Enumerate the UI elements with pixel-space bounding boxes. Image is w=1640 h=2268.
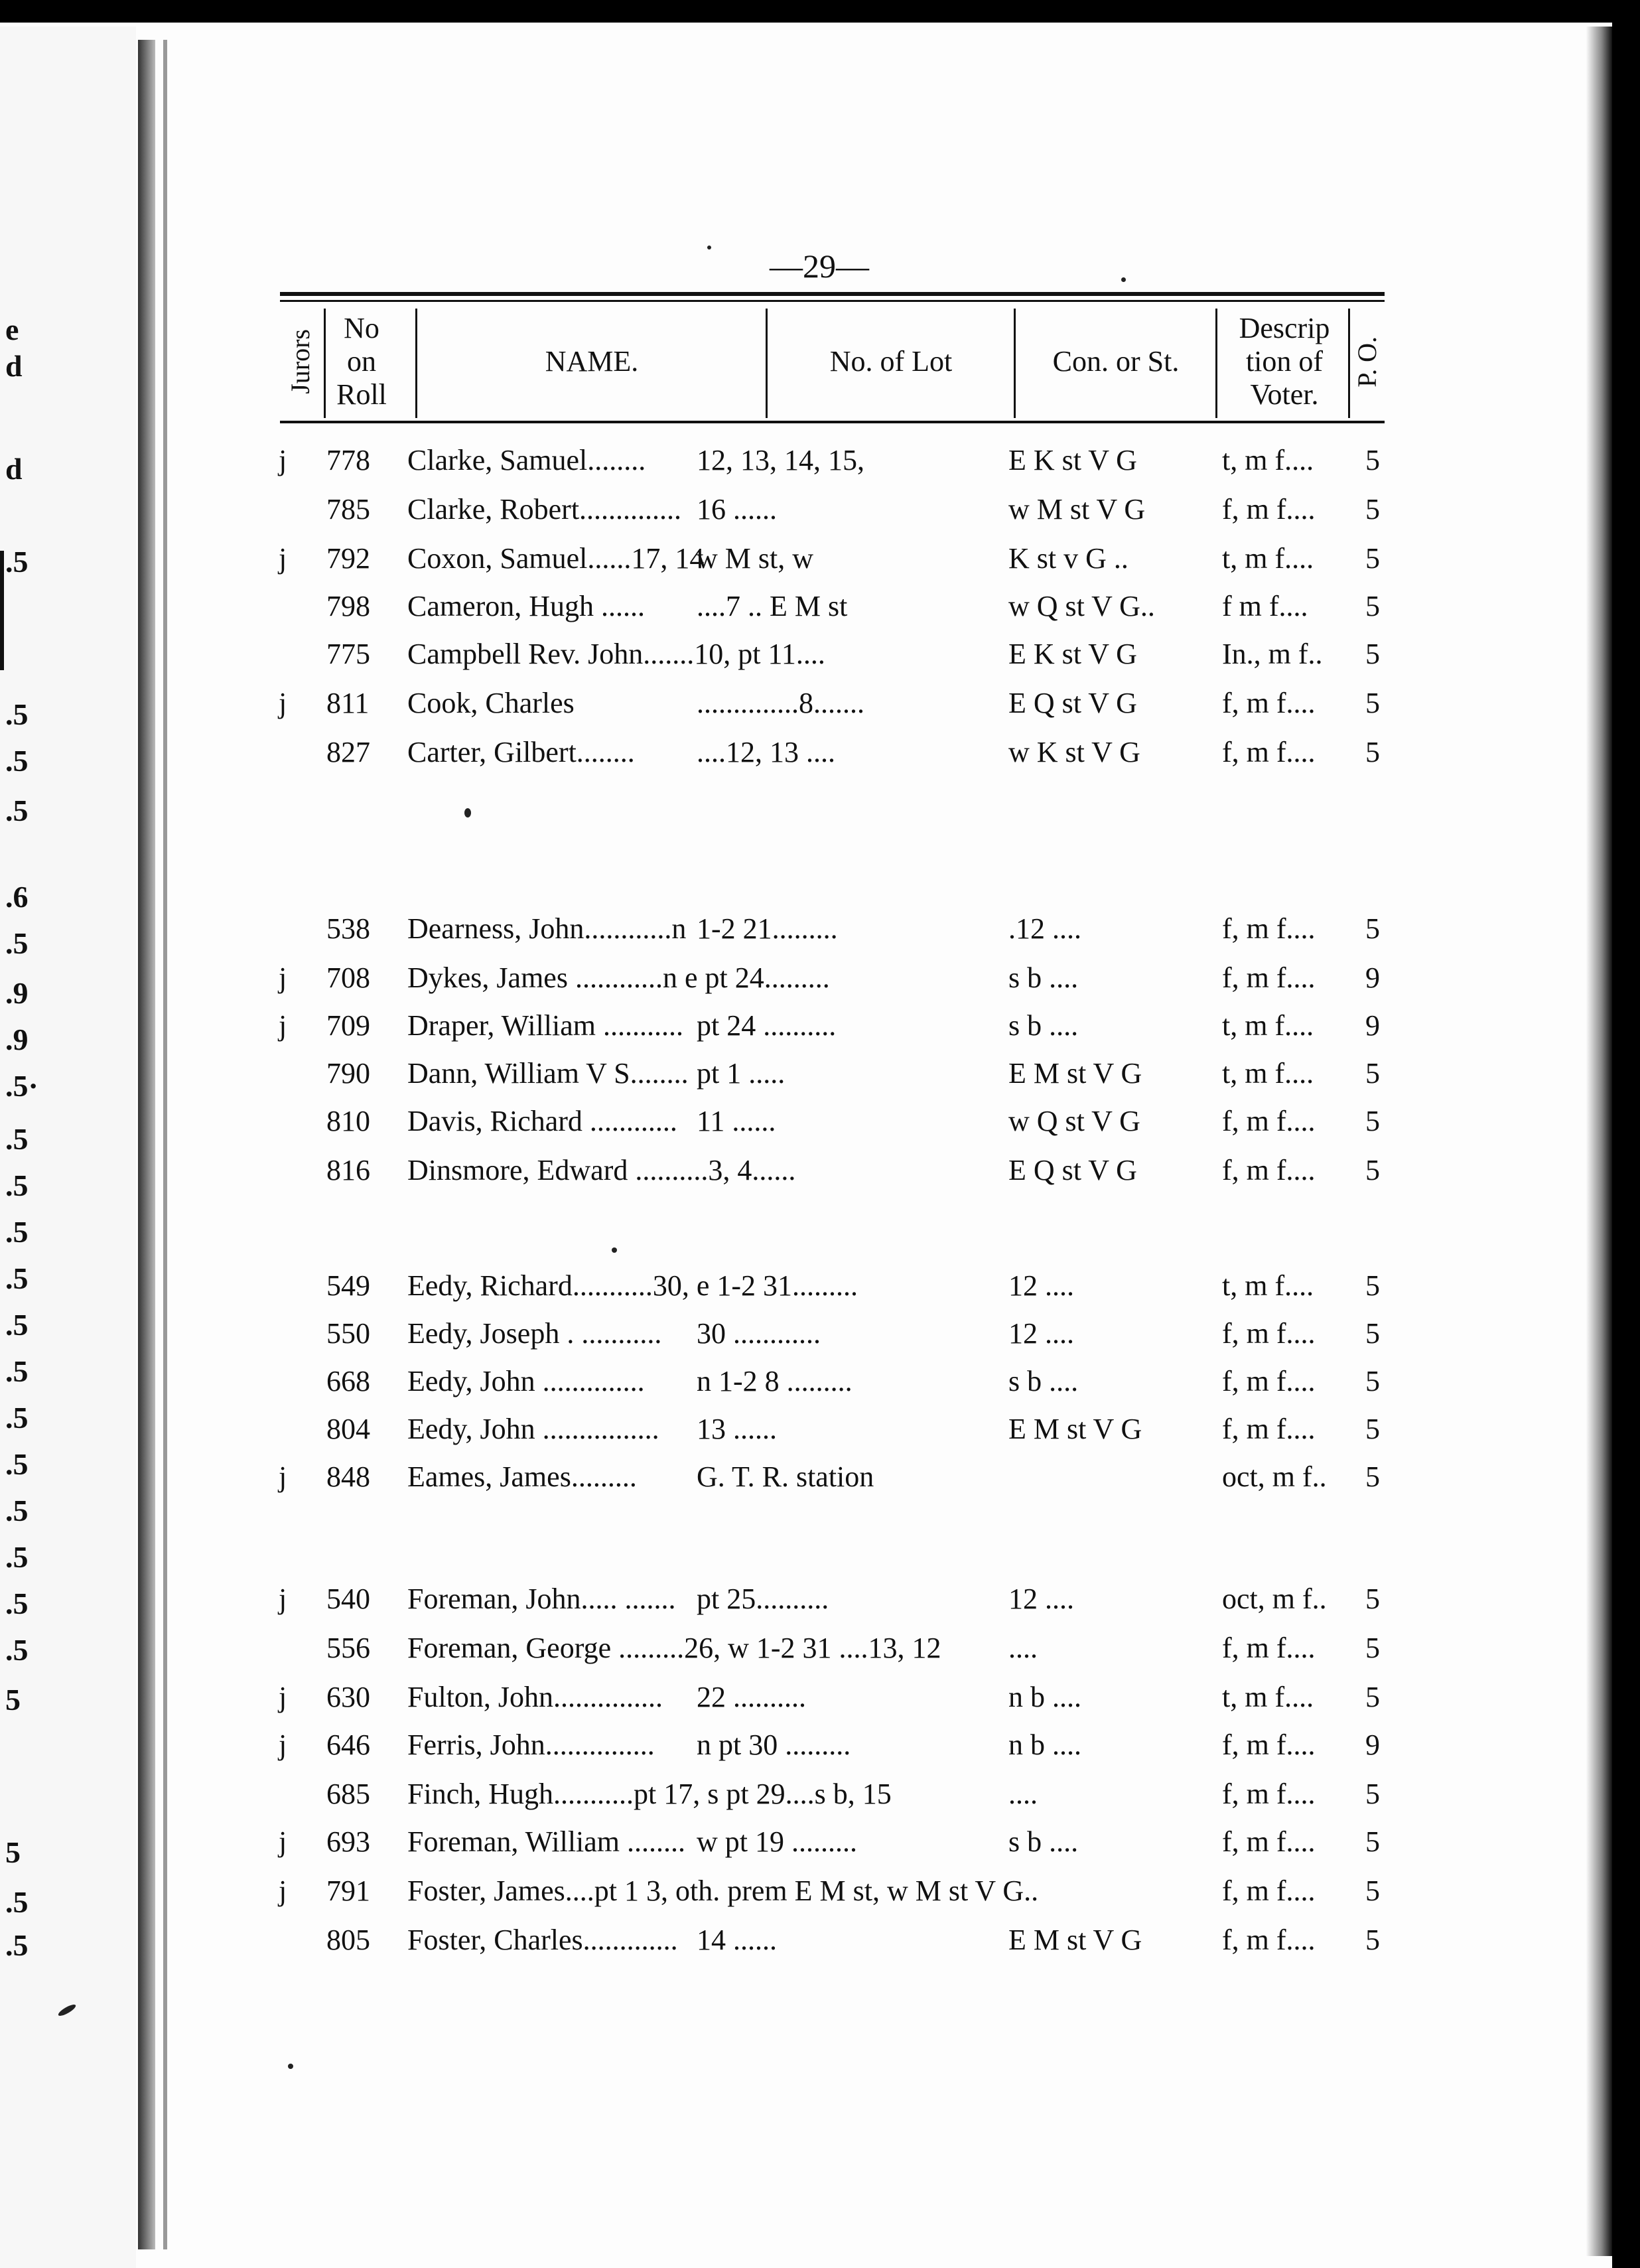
scan-border-top [0, 0, 1640, 23]
table-row [0, 443, 1640, 492]
header-no-on-roll [326, 302, 397, 421]
left-page-fragment: .5 [5, 1215, 29, 1249]
ink-speck [288, 2064, 293, 2069]
table-row [0, 1269, 1640, 1318]
post-office: 5 [1365, 638, 1380, 670]
post-office: 5 [1365, 912, 1380, 945]
concession: 12 .... [1008, 1583, 1074, 1615]
concession: .... [1008, 1632, 1038, 1664]
table-row [0, 1728, 1640, 1777]
concession: E M st V G [1008, 1924, 1142, 1956]
voter-description: f, m f.... [1222, 1632, 1316, 1664]
table-row [0, 961, 1640, 1010]
header-lot: No. of Lot [829, 345, 953, 378]
voter-description: t, m f.... [1222, 542, 1314, 575]
lot-number: w pt 19 ......... [697, 1825, 857, 1858]
concession: w Q st V G [1008, 1105, 1140, 1137]
header-divider [415, 309, 417, 418]
post-office: 5 [1365, 1632, 1380, 1664]
concession: E M st V G [1008, 1057, 1142, 1090]
juror-mark: j [279, 1460, 287, 1493]
concession: w M st V G [1008, 493, 1146, 526]
post-office: 5 [1365, 1413, 1380, 1445]
voter-description: f, m f.... [1222, 1825, 1316, 1858]
table-row [0, 1680, 1640, 1729]
post-office: 5 [1365, 542, 1380, 575]
voter-name: Davis, Richard ............ [407, 1105, 677, 1137]
post-office: 5 [1365, 1778, 1380, 1810]
left-page-fragment: .5· [5, 1069, 38, 1103]
lot-number: ..............8....... [697, 687, 864, 719]
concession: n b .... [1008, 1681, 1081, 1713]
roll-number: 540 [326, 1583, 370, 1615]
ink-speck [707, 246, 711, 249]
left-page-fragment: .9 [5, 1023, 29, 1056]
roll-number: 708 [326, 961, 370, 994]
lot-number: 11 ...... [697, 1105, 776, 1137]
voter-name: Ferris, John............... [407, 1729, 655, 1761]
concession: w K st V G [1008, 736, 1140, 768]
roll-number: 709 [326, 1009, 370, 1042]
post-office: 5 [1365, 444, 1380, 476]
post-office: 9 [1365, 1009, 1380, 1042]
left-page-fragment: .5 [5, 1885, 29, 1919]
voter-description: f, m f.... [1222, 961, 1316, 994]
table-row [0, 1104, 1640, 1153]
voter-name: Cook, Charles [407, 687, 575, 719]
voter-name: Eames, James......... [407, 1460, 637, 1493]
left-page-fragment: .5 [5, 1122, 29, 1156]
post-office: 9 [1365, 961, 1380, 994]
juror-mark: j [279, 1009, 287, 1042]
left-page-fragment: .5 [5, 1308, 29, 1342]
juror-mark: j [279, 1875, 287, 1907]
left-page-fragment: .5 [5, 744, 29, 778]
concession: K st v G .. [1008, 542, 1128, 575]
roll-number: 668 [326, 1365, 370, 1397]
table-row [0, 492, 1640, 541]
concession: E K st V G [1008, 444, 1137, 476]
table-row [0, 1874, 1640, 1923]
lot-number: pt 1 ..... [697, 1057, 786, 1090]
roll-number: 798 [326, 590, 370, 622]
post-office: 5 [1365, 1269, 1380, 1302]
left-page-fragment: .5 [5, 1169, 29, 1202]
lot-number: G. T. R. station [697, 1460, 874, 1493]
voter-name: Dann, William V S........ [407, 1057, 689, 1090]
voter-description: t, m f.... [1222, 1681, 1314, 1713]
voter-name: Dykes, James ............n e pt 24......... [407, 961, 830, 994]
table-row [0, 1582, 1640, 1631]
lot-number: pt 24 .......... [697, 1009, 837, 1042]
ink-speck [612, 1247, 617, 1253]
table-row [0, 541, 1640, 591]
lot-number: 1-2 21......... [697, 912, 838, 945]
ink-speck [464, 808, 471, 817]
roll-number: 550 [326, 1317, 370, 1350]
post-office: 5 [1365, 1924, 1380, 1956]
table-row [0, 1412, 1640, 1461]
concession: s b .... [1008, 961, 1079, 994]
roll-number: 556 [326, 1632, 370, 1664]
juror-mark: j [279, 1729, 287, 1761]
lot-number: 22 .......... [697, 1681, 806, 1713]
left-page-fragment: .5 [5, 1928, 29, 1962]
header-desc-line1: Descrip [1239, 312, 1330, 344]
table-row [0, 735, 1640, 784]
roll-number: 848 [326, 1460, 370, 1493]
voter-description: f, m f.... [1222, 1365, 1316, 1397]
post-office: 5 [1365, 1681, 1380, 1713]
roll-number: 810 [326, 1105, 370, 1137]
juror-mark: j [279, 1583, 287, 1615]
header-divider [1215, 309, 1217, 418]
roll-number: 685 [326, 1778, 370, 1810]
left-page-fragment: .5 [5, 1494, 29, 1527]
lot-number: n pt 30 ......... [697, 1729, 851, 1761]
concession: E Q st V G [1008, 687, 1137, 719]
roll-number: 816 [326, 1154, 370, 1186]
lot-number: 16 ...... [697, 493, 777, 526]
header-po [1351, 302, 1384, 421]
left-page-fragment: .5 [5, 1261, 29, 1295]
concession: 12 .... [1008, 1317, 1074, 1350]
juror-mark: j [279, 687, 287, 719]
lot-number: ....7 .. E M st [697, 590, 848, 622]
roll-number: 549 [326, 1269, 370, 1302]
header-no-line1: No [344, 312, 379, 344]
left-page-fragment: .5 [5, 794, 29, 827]
voter-name: Fulton, John............... [407, 1681, 663, 1713]
voter-description: f, m f.... [1222, 1924, 1316, 1956]
lot-number: 13 ...... [697, 1413, 777, 1445]
header-no-line2: on [347, 345, 376, 378]
voter-description: t, m f.... [1222, 1009, 1314, 1042]
roll-number: 811 [326, 687, 370, 719]
lot-number: 12, 13, 14, 15, [697, 444, 864, 476]
table-header [280, 302, 1385, 421]
left-page-fragment: .9 [5, 976, 29, 1010]
header-rule-top [280, 292, 1385, 296]
voter-description: f, m f.... [1222, 1778, 1316, 1810]
post-office: 5 [1365, 1460, 1380, 1493]
roll-number: 792 [326, 542, 370, 575]
juror-mark: j [279, 961, 287, 994]
voter-description: t, m f.... [1222, 444, 1314, 476]
voter-name: Eedy, John ................ [407, 1413, 659, 1445]
voter-description: f, m f.... [1222, 687, 1316, 719]
roll-number: 791 [326, 1875, 370, 1907]
voter-name: Foster, James....pt 1 3, oth. prem E M st, w M st V G.. [407, 1875, 1039, 1907]
roll-number: 785 [326, 493, 370, 526]
roll-number: 804 [326, 1413, 370, 1445]
concession: E K st V G [1008, 638, 1137, 670]
lot-number: pt 25.......... [697, 1583, 829, 1615]
header-divider [1348, 309, 1350, 418]
table-row [0, 1777, 1640, 1826]
left-page-fragment: d [5, 452, 23, 486]
left-page-fragment: .6 [5, 880, 29, 914]
table-row [0, 1364, 1640, 1413]
voter-name: Draper, William ........... [407, 1009, 684, 1042]
header-description [1218, 302, 1351, 421]
roll-number: 538 [326, 912, 370, 945]
voter-description: f, m f.... [1222, 1317, 1316, 1350]
concession: E Q st V G [1008, 1154, 1137, 1186]
header-divider [1014, 309, 1016, 418]
header-no-line3: Roll [336, 378, 387, 411]
voter-name: Coxon, Samuel......17, 14 [407, 542, 705, 575]
table-row [0, 1056, 1640, 1105]
voter-name: Foster, Charles............. [407, 1924, 678, 1956]
table-row [0, 1825, 1640, 1874]
post-office: 5 [1365, 1365, 1380, 1397]
voter-description: f, m f.... [1222, 1105, 1316, 1137]
voter-name: Clarke, Samuel........ [407, 444, 646, 476]
table-row [0, 1631, 1640, 1680]
roll-number: 693 [326, 1825, 370, 1858]
voter-name: Campbell Rev. John.......10, pt 11.... [407, 638, 825, 670]
post-office: 5 [1365, 1057, 1380, 1090]
header-desc-line2: tion of [1245, 345, 1324, 378]
left-page-fragment: d [5, 349, 23, 383]
post-office: 5 [1365, 1583, 1380, 1615]
post-office: 5 [1365, 1317, 1380, 1350]
voter-description: f, m f.... [1222, 1729, 1316, 1761]
voter-name: Eedy, Joseph . ........... [407, 1317, 662, 1350]
voter-name: Dinsmore, Edward ..........3, 4...... [407, 1154, 796, 1186]
table-row [0, 1460, 1640, 1509]
juror-mark: j [279, 1681, 287, 1713]
lot-number: w M st, w [697, 542, 814, 575]
voter-description: f, m f.... [1222, 736, 1316, 768]
voter-name: Carter, Gilbert........ [407, 736, 635, 768]
table-row [0, 912, 1640, 961]
left-page-fragment: .5 [5, 1354, 29, 1388]
voter-name: Cameron, Hugh ...... [407, 590, 646, 622]
voter-description: In., m f.. [1222, 638, 1323, 670]
left-page-fragment: .5 [5, 1633, 29, 1667]
post-office: 5 [1365, 1825, 1380, 1858]
voter-name: Eedy, Richard...........30, e 1-2 31......... [407, 1269, 858, 1302]
post-office: 5 [1365, 1875, 1380, 1907]
left-page-fragment: 5 [5, 1835, 21, 1869]
concession: w Q st V G.. [1008, 590, 1155, 622]
roll-number: 778 [326, 444, 370, 476]
voter-description: oct, m f.. [1222, 1460, 1327, 1493]
concession: s b .... [1008, 1825, 1079, 1858]
concession: 12 .... [1008, 1269, 1074, 1302]
table-row [0, 1009, 1640, 1058]
post-office: 5 [1365, 1154, 1380, 1186]
post-office: 5 [1365, 493, 1380, 526]
table-row [0, 1923, 1640, 1972]
voter-name: Clarke, Robert.............. [407, 493, 682, 526]
left-page-fragment: .5 [5, 1401, 29, 1435]
concession: n b .... [1008, 1729, 1081, 1761]
lot-number: 30 ............ [697, 1317, 821, 1350]
voter-description: f, m f.... [1222, 1413, 1316, 1445]
concession: E M st V G [1008, 1413, 1142, 1445]
voter-name: Foreman, William ........ [407, 1825, 686, 1858]
left-page-fragment: .5 [5, 697, 29, 731]
post-office: 9 [1365, 1729, 1380, 1761]
concession: s b .... [1008, 1365, 1079, 1397]
table-row [0, 1316, 1640, 1366]
voter-description: t, m f.... [1222, 1269, 1314, 1302]
juror-mark: j [279, 1825, 287, 1858]
roll-number: 827 [326, 736, 370, 768]
table-row [0, 1153, 1640, 1202]
juror-mark: j [279, 444, 287, 476]
ink-speck [1121, 277, 1126, 282]
voter-name: Dearness, John............n [407, 912, 687, 945]
table-row [0, 637, 1640, 686]
left-page-fragment: e [5, 313, 19, 346]
header-divider [324, 309, 326, 418]
voter-description: f, m f.... [1222, 1154, 1316, 1186]
voter-description: f, m f.... [1222, 1875, 1316, 1907]
roll-number: 630 [326, 1681, 370, 1713]
post-office: 5 [1365, 687, 1380, 719]
roll-number: 646 [326, 1729, 370, 1761]
header-name: NAME. [545, 345, 639, 378]
concession: .12 .... [1008, 912, 1081, 945]
roll-number: 775 [326, 638, 370, 670]
lot-number: n 1-2 8 ......... [697, 1365, 853, 1397]
lot-number: ....12, 13 .... [697, 736, 835, 768]
voter-description: f m f.... [1222, 590, 1308, 622]
juror-mark: j [279, 542, 287, 575]
voter-description: oct, m f.. [1222, 1583, 1327, 1615]
left-page-fragment: .5 [5, 1447, 29, 1481]
header-con: Con. or St. [1052, 345, 1180, 378]
table-row [0, 589, 1640, 638]
page-number: —29— [770, 248, 869, 285]
voter-description: f, m f.... [1222, 493, 1316, 526]
lot-number: 14 ...... [697, 1924, 777, 1956]
header-divider [766, 309, 768, 418]
voter-name: Finch, Hugh...........pt 17, s pt 29....s b, 15 [407, 1778, 892, 1810]
concession: .... [1008, 1778, 1038, 1810]
post-office: 5 [1365, 590, 1380, 622]
table-row [0, 686, 1640, 735]
header-jurors [280, 302, 321, 421]
post-office: 5 [1365, 736, 1380, 768]
left-page-fragment: .5 [5, 1587, 29, 1620]
left-page-fragment: .5 [5, 545, 29, 579]
voter-name: Foreman, John..... ....... [407, 1583, 676, 1615]
left-page-fragment: .5 [5, 1540, 29, 1574]
header-jurors-label: Jurors [285, 329, 315, 394]
voter-description: t, m f.... [1222, 1057, 1314, 1090]
voter-description: f, m f.... [1222, 912, 1316, 945]
roll-number: 805 [326, 1924, 370, 1956]
voter-name: Eedy, John .............. [407, 1365, 645, 1397]
header-desc-line3: Voter. [1250, 378, 1319, 411]
post-office: 5 [1365, 1105, 1380, 1137]
header-po-label: P. O. [1352, 336, 1382, 388]
voter-name: Foreman, George .........26, w 1-2 31 ....13, 12 [407, 1632, 941, 1664]
concession: s b .... [1008, 1009, 1079, 1042]
left-page-fragment: 5 [5, 1683, 21, 1717]
left-page-fragment: .5 [5, 926, 29, 960]
roll-number: 790 [326, 1057, 370, 1090]
